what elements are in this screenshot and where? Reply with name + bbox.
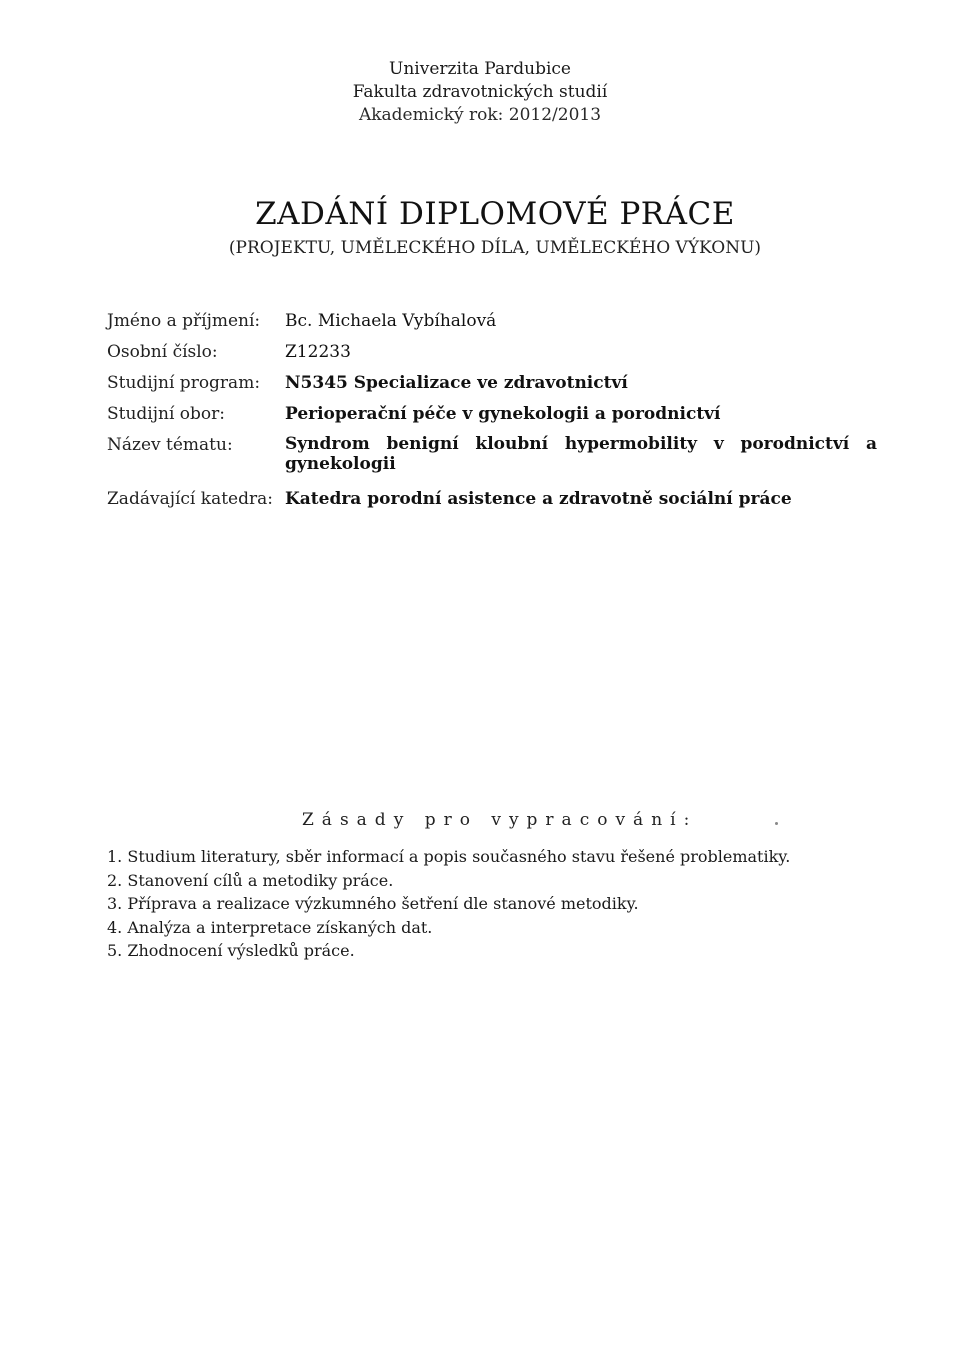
info-row-study-program xyxy=(107,372,877,403)
student-info-table xyxy=(107,310,877,519)
name-value: Bc. Michaela Vybíhalová xyxy=(285,311,497,331)
academic-year: Akademický rok: 2012/2013 xyxy=(358,105,602,125)
info-row-name xyxy=(107,310,877,341)
study-field-label: Studijní obor: xyxy=(107,404,226,424)
department-label: Zadávající katedra: xyxy=(107,489,273,509)
info-row-study-field xyxy=(107,403,877,434)
scan-speck xyxy=(775,822,778,825)
document-subtitle: (PROJEKTU, UMĚLECKÉHO DÍLA, UMĚLECKÉHO VÝKONU) xyxy=(228,238,762,258)
topic-value: Syndrom benigní kloubní hypermobility v porodnictví a gynekologii xyxy=(285,434,877,474)
faculty-name: Fakulta zdravotnických studií xyxy=(352,82,608,102)
list-item: 1. Studium literatury, sběr informací a popis současného stavu řešené problematiky. xyxy=(107,847,791,866)
university-name: Univerzita Pardubice xyxy=(389,59,571,79)
list-item: 3. Příprava a realizace výzkumného šetření dle stanové metodiky. xyxy=(107,894,639,913)
list-item: 2. Stanovení cílů a metodiky práce. xyxy=(107,870,394,890)
info-row-department xyxy=(107,488,877,519)
study-field-value: Perioperační péče v gynekologii a porodnictví xyxy=(285,404,721,424)
study-program-value: N5345 Specializace ve zdravotnictví xyxy=(285,373,628,393)
study-program-label: Studijní program: xyxy=(107,373,261,393)
document-header xyxy=(0,58,960,127)
document-title: ZADÁNÍ DIPLOMOVÉ PRÁCE xyxy=(255,196,735,232)
info-row-personal-number xyxy=(107,341,877,372)
info-row-topic xyxy=(107,434,877,488)
personal-number-label: Osobní číslo: xyxy=(107,342,218,362)
rules-heading: Zásady pro vypracování: xyxy=(302,810,698,830)
department-value: Katedra porodní asistence a zdravotně sociální práce xyxy=(285,489,792,509)
rules-list xyxy=(107,845,827,963)
name-label: Jméno a příjmení: xyxy=(107,311,261,331)
topic-label: Název tématu: xyxy=(107,435,233,455)
list-item: 5. Zhodnocení výsledků práce. xyxy=(107,941,355,960)
personal-number-value: Z12233 xyxy=(285,342,351,362)
list-item: 4. Analýza a interpretace získaných dat. xyxy=(107,917,433,937)
